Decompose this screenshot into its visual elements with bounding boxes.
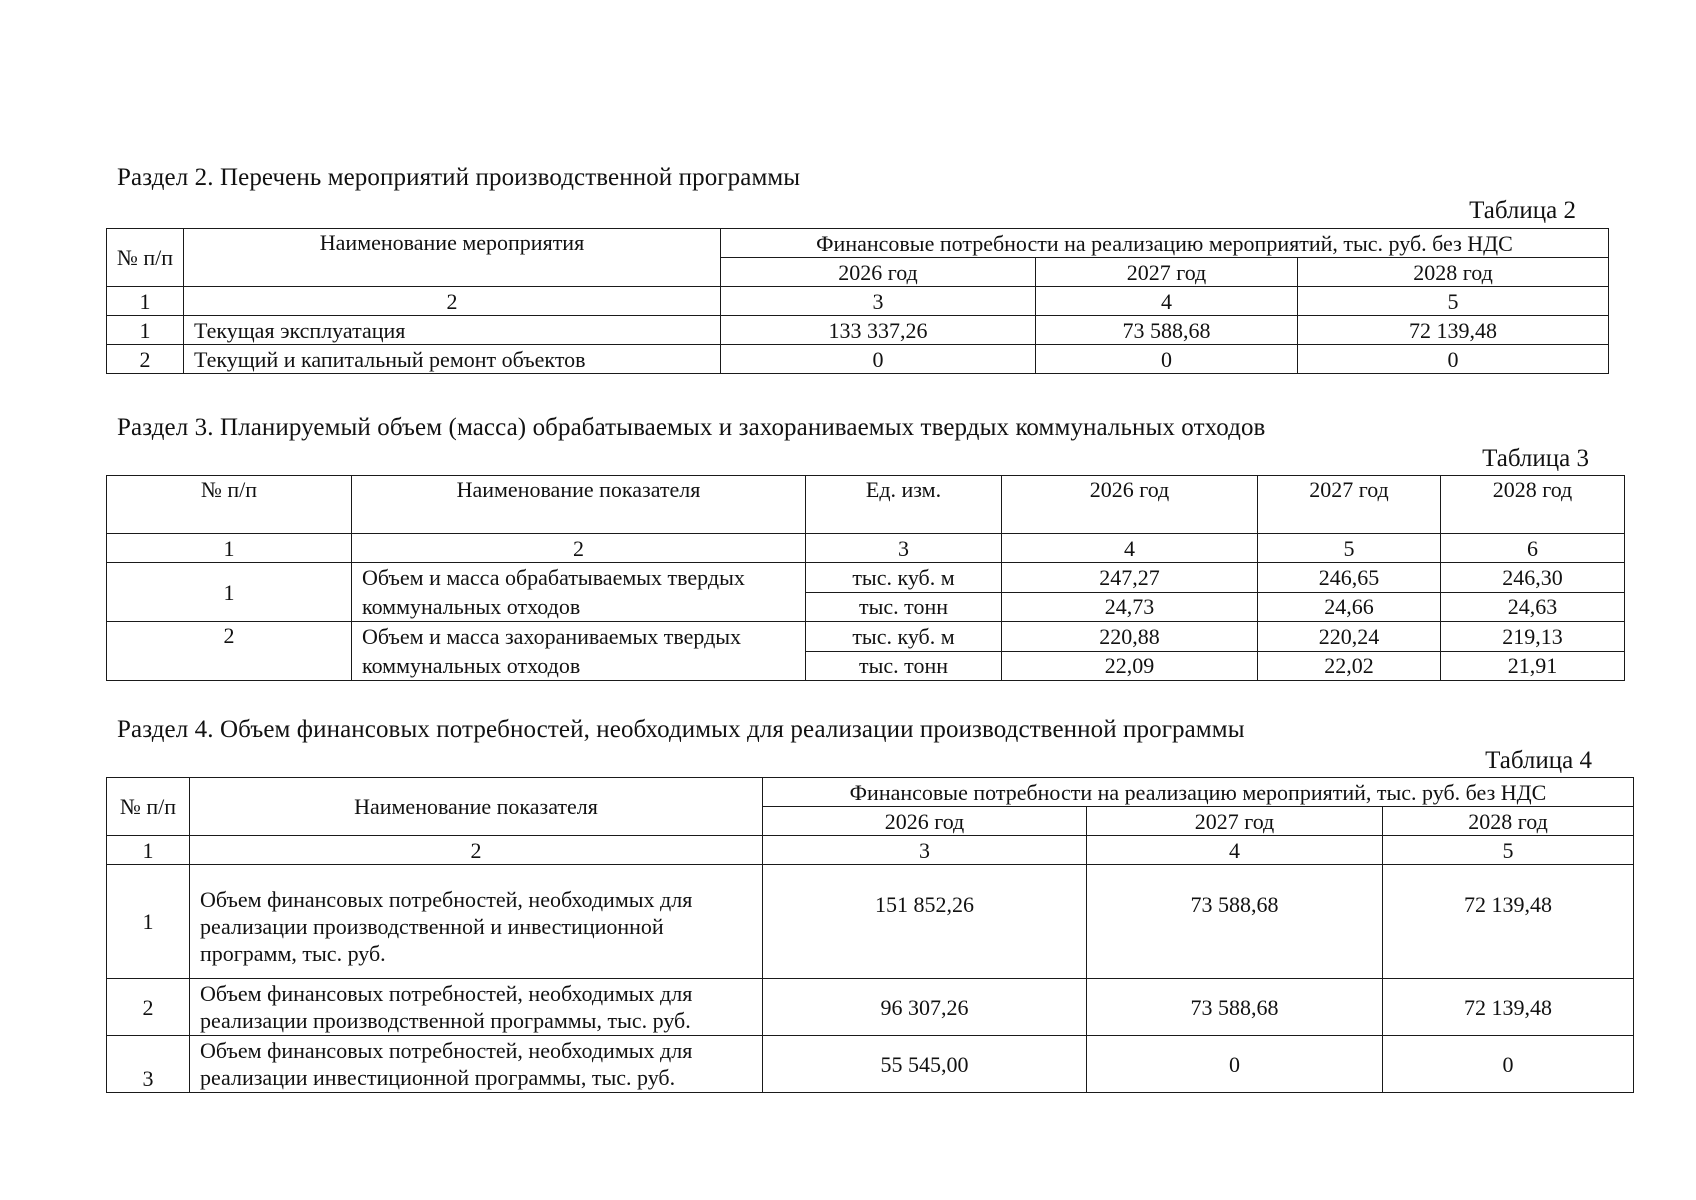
row-value: 72 139,48 (1383, 979, 1634, 1036)
row-value: 0 (1036, 345, 1298, 374)
row-unit: тыс. куб. м (806, 563, 1002, 593)
row-value: 246,30 (1441, 563, 1625, 593)
row-value: 22,09 (1002, 651, 1258, 681)
col-header-name: Наименование показателя (352, 476, 806, 534)
col-header-year: 2027 год (1036, 258, 1298, 287)
section2-heading: Раздел 2. Перечень мероприятий производственной программы (117, 164, 801, 191)
row-value: 96 307,26 (763, 979, 1087, 1036)
col-header-num: № п/п (107, 229, 184, 287)
column-number: 1 (107, 287, 184, 316)
row-name: Объем финансовых потребностей, необходимых для реализации производственной и инвестиционной программ, тыс. руб. (190, 865, 763, 979)
row-value: 73 588,68 (1087, 865, 1383, 979)
table-row (107, 345, 1609, 374)
col-header-year: 2028 год (1383, 807, 1634, 836)
col-header-year: 2026 год (721, 258, 1036, 287)
column-number: 2 (352, 534, 806, 563)
row-num: 2 (107, 979, 190, 1036)
column-number: 3 (721, 287, 1036, 316)
col-header-group: Финансовые потребности на реализацию мероприятий, тыс. руб. без НДС (763, 778, 1634, 807)
row-value: 22,02 (1258, 651, 1441, 681)
table-row (107, 865, 1634, 979)
table-4 (106, 777, 1634, 1093)
col-header-num: № п/п (107, 778, 190, 836)
row-unit: тыс. тонн (806, 651, 1002, 681)
column-number: 2 (184, 287, 721, 316)
row-unit: тыс. куб. м (806, 622, 1002, 652)
column-number-row (107, 287, 1609, 316)
col-header-year: 2026 год (1002, 476, 1258, 534)
column-number: 3 (806, 534, 1002, 563)
col-header-group: Финансовые потребности на реализацию мероприятий, тыс. руб. без НДС (721, 229, 1609, 258)
table-row (107, 563, 1625, 593)
row-value: 21,91 (1441, 651, 1625, 681)
row-name: Объем финансовых потребностей, необходимых для реализации инвестиционной программы, тыс. руб. (190, 1036, 763, 1093)
section4-heading: Раздел 4. Объем финансовых потребностей, необходимых для реализации производственной программы (117, 716, 1245, 743)
column-number: 5 (1298, 287, 1609, 316)
row-num: 2 (107, 345, 184, 374)
column-number: 4 (1002, 534, 1258, 563)
col-header-year: 2026 год (763, 807, 1087, 836)
row-name: Текущая эксплуатация (184, 316, 721, 345)
column-number-row (107, 534, 1625, 563)
row-name: Объем и масса обрабатываемых твердых коммунальных отходов (352, 563, 806, 622)
row-value: 24,66 (1258, 592, 1441, 622)
column-number: 5 (1258, 534, 1441, 563)
col-header-name: Наименование показателя (190, 778, 763, 836)
row-value: 55 545,00 (763, 1036, 1087, 1093)
column-number: 1 (107, 836, 190, 865)
section3-table-caption: Таблица 3 (1482, 445, 1589, 472)
row-value: 73 588,68 (1036, 316, 1298, 345)
row-value: 0 (1383, 1036, 1634, 1093)
row-value: 151 852,26 (763, 865, 1087, 979)
table-2 (106, 228, 1609, 374)
row-value: 0 (1298, 345, 1609, 374)
column-number: 1 (107, 534, 352, 563)
col-header-name: Наименование мероприятия (184, 229, 721, 287)
section3-heading: Раздел 3. Планируемый объем (масса) обрабатываемых и захораниваемых твердых коммунальных отходов (117, 414, 1266, 441)
column-number: 6 (1441, 534, 1625, 563)
table-3 (106, 475, 1625, 681)
table-row (107, 979, 1634, 1036)
column-number: 5 (1383, 836, 1634, 865)
row-num: 3 (107, 1036, 190, 1093)
row-value: 24,63 (1441, 592, 1625, 622)
column-number: 4 (1036, 287, 1298, 316)
row-value: 24,73 (1002, 592, 1258, 622)
col-header-unit: Ед. изм. (806, 476, 1002, 534)
col-header-year: 2028 год (1441, 476, 1625, 534)
row-value: 133 337,26 (721, 316, 1036, 345)
row-value: 72 139,48 (1383, 865, 1634, 979)
column-number-row (107, 836, 1634, 865)
row-value: 73 588,68 (1087, 979, 1383, 1036)
row-unit: тыс. тонн (806, 592, 1002, 622)
row-num: 1 (107, 865, 190, 979)
row-num: 2 (107, 622, 352, 681)
col-header-year: 2028 год (1298, 258, 1609, 287)
section2-table-caption: Таблица 2 (1469, 197, 1576, 224)
col-header-year: 2027 год (1087, 807, 1383, 836)
row-value: 0 (1087, 1036, 1383, 1093)
row-value: 72 139,48 (1298, 316, 1609, 345)
row-value: 247,27 (1002, 563, 1258, 593)
column-number: 4 (1087, 836, 1383, 865)
row-num: 1 (107, 316, 184, 345)
row-value: 0 (721, 345, 1036, 374)
row-name: Текущий и капитальный ремонт объектов (184, 345, 721, 374)
row-value: 220,88 (1002, 622, 1258, 652)
section4-table-caption: Таблица 4 (1485, 747, 1592, 774)
col-header-num: № п/п (107, 476, 352, 534)
row-num: 1 (107, 563, 352, 622)
table-row (107, 622, 1625, 652)
row-name: Объем и масса захораниваемых твердых коммунальных отходов (352, 622, 806, 681)
table-row (107, 316, 1609, 345)
col-header-year: 2027 год (1258, 476, 1441, 534)
row-value: 219,13 (1441, 622, 1625, 652)
column-number: 3 (763, 836, 1087, 865)
row-value: 220,24 (1258, 622, 1441, 652)
row-value: 246,65 (1258, 563, 1441, 593)
column-number: 2 (190, 836, 763, 865)
row-name: Объем финансовых потребностей, необходимых для реализации производственной программы, тыс. руб. (190, 979, 763, 1036)
table-row (107, 1036, 1634, 1093)
